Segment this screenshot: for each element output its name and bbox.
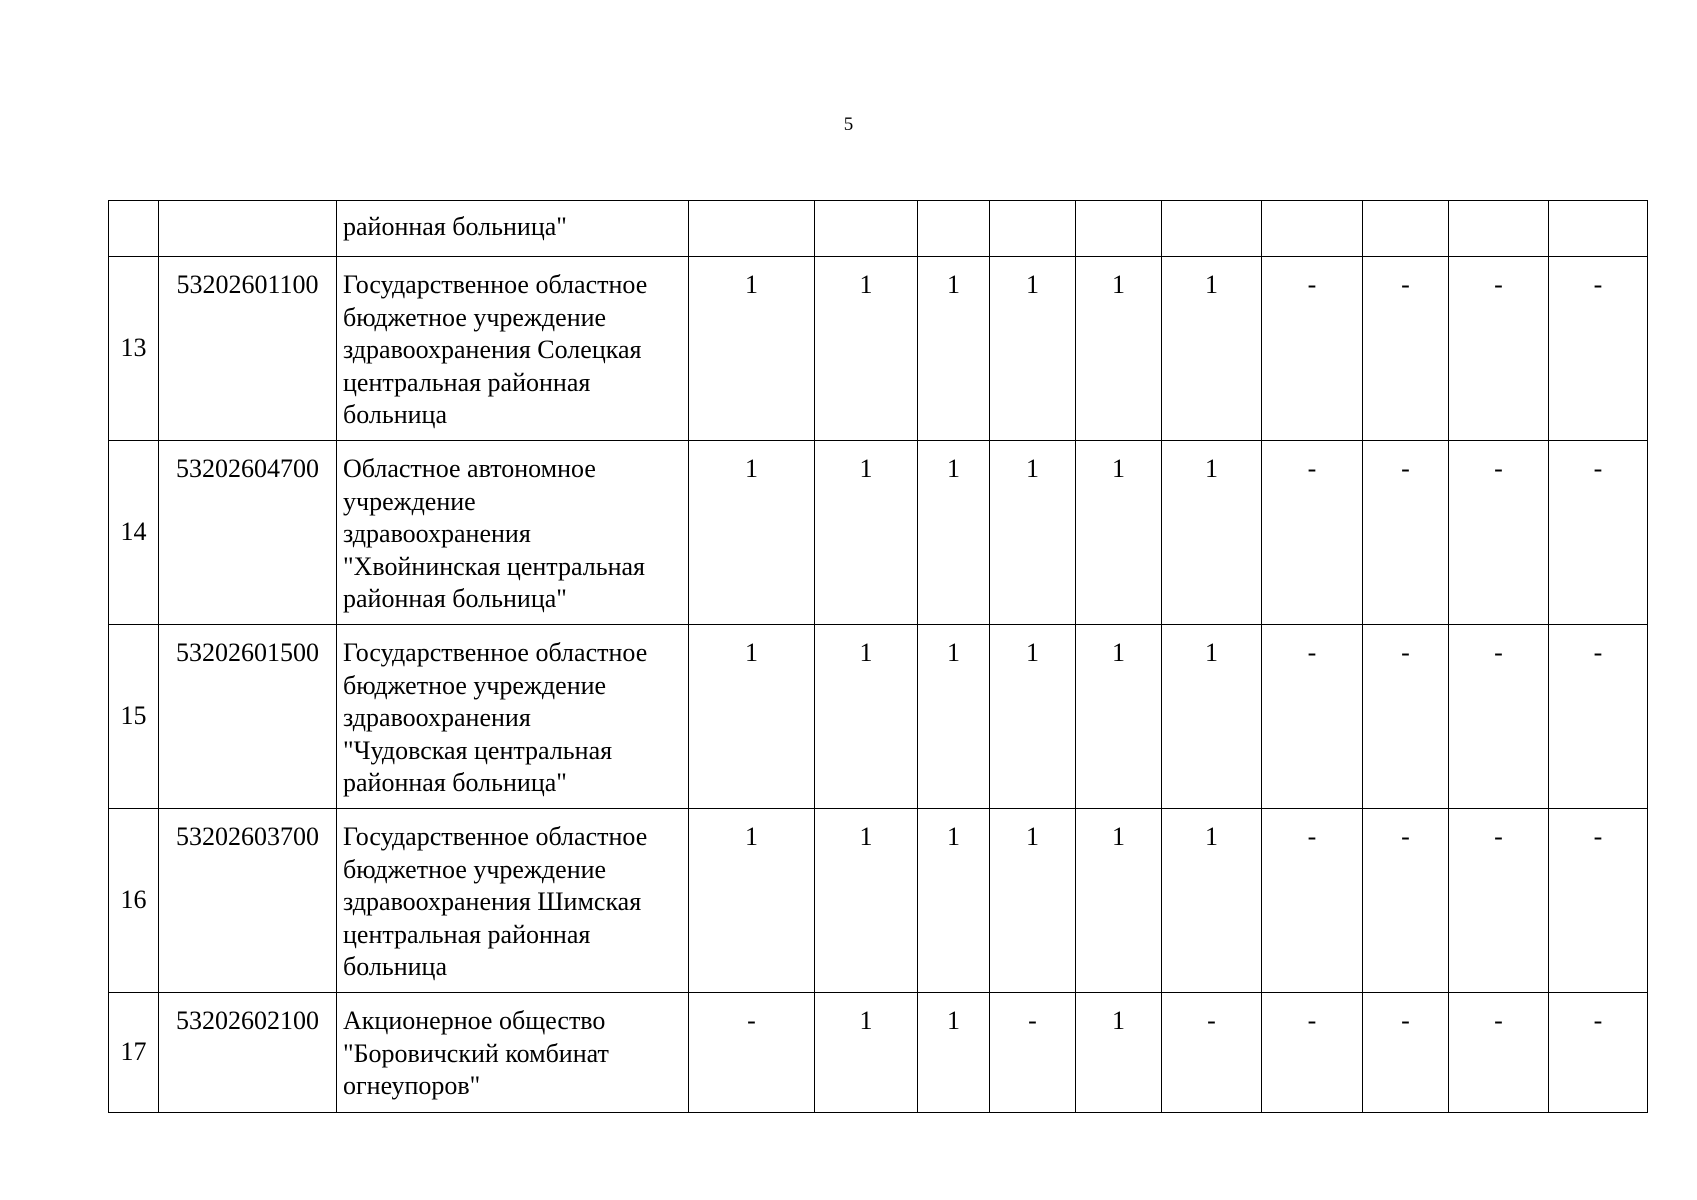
name-line: центральная районная <box>343 367 591 397</box>
value-cell: - <box>1363 993 1449 1113</box>
name-cell <box>337 441 689 625</box>
name-line: здравоохранения <box>343 519 531 548</box>
institutions-table <box>108 200 1648 1113</box>
value-cell: - <box>1262 809 1363 993</box>
name-cell <box>337 809 689 993</box>
row-number-cell: 15 <box>109 625 159 809</box>
value-cell: 1 <box>815 441 918 625</box>
value-cell <box>918 201 990 257</box>
value-cell: - <box>1363 809 1449 993</box>
table-row <box>109 625 1648 809</box>
table-row <box>109 993 1648 1113</box>
value-cell <box>1449 201 1549 257</box>
value-cell: 1 <box>815 809 918 993</box>
table-row <box>109 809 1648 993</box>
value-cell: - <box>1262 257 1363 441</box>
value-cell: 1 <box>1076 441 1162 625</box>
code-cell: 53202603700 <box>159 809 337 993</box>
value-cell: 1 <box>990 809 1076 993</box>
value-cell: 1 <box>990 441 1076 625</box>
value-cell <box>1162 201 1262 257</box>
code-cell: 53202602100 <box>159 993 337 1113</box>
value-cell: - <box>1549 993 1648 1113</box>
value-cell <box>1363 201 1449 257</box>
value-cell: 1 <box>815 257 918 441</box>
value-cell: - <box>1449 993 1549 1113</box>
code-cell <box>159 201 337 257</box>
code-cell: 53202604700 <box>159 441 337 625</box>
name-line: огнеупоров" <box>343 1071 481 1100</box>
value-cell: 1 <box>689 625 815 809</box>
row-number-cell: 17 <box>109 993 159 1113</box>
value-cell: - <box>1262 625 1363 809</box>
value-cell: 1 <box>990 257 1076 441</box>
value-cell: - <box>1549 441 1648 625</box>
name-line: Государственное областное <box>343 822 648 851</box>
value-cell: 1 <box>689 257 815 441</box>
value-cell <box>689 201 815 257</box>
value-cell: - <box>1363 257 1449 441</box>
name-cell <box>337 625 689 809</box>
row-number-cell: 14 <box>109 441 159 625</box>
name-cell <box>337 257 689 441</box>
value-cell: - <box>990 993 1076 1113</box>
name-line: Государственное областное <box>343 270 648 299</box>
name-line: здравоохранения <box>343 703 531 732</box>
value-cell: - <box>1363 625 1449 809</box>
name-line: Акционерное общество <box>343 1006 606 1035</box>
value-cell: 1 <box>918 625 990 809</box>
row-number-cell: 13 <box>109 257 159 441</box>
value-cell: 1 <box>918 441 990 625</box>
value-cell: - <box>1262 993 1363 1113</box>
name-cell: районная больница" <box>337 201 689 257</box>
value-cell: 1 <box>918 809 990 993</box>
value-cell <box>1076 201 1162 257</box>
value-cell: - <box>1549 809 1648 993</box>
value-cell: 1 <box>689 441 815 625</box>
value-cell: - <box>1449 625 1549 809</box>
value-cell: - <box>689 993 815 1113</box>
name-line: больница <box>343 400 447 429</box>
name-line: здравоохранения Солецкая <box>343 335 642 364</box>
value-cell <box>1549 201 1648 257</box>
value-cell: 1 <box>918 257 990 441</box>
name-line: "Боровичский комбинат <box>343 1038 609 1068</box>
name-line: учреждение <box>343 486 476 516</box>
row-number-cell <box>109 201 159 257</box>
value-cell: 1 <box>1162 441 1262 625</box>
value-cell: - <box>1449 257 1549 441</box>
table-row <box>109 257 1648 441</box>
value-cell: 1 <box>1076 257 1162 441</box>
name-line: здравоохранения Шимская <box>343 887 642 916</box>
name-line: бюджетное учреждение <box>343 670 607 700</box>
value-cell <box>990 201 1076 257</box>
row-number-cell: 16 <box>109 809 159 993</box>
name-line: "Хвойнинская центральная <box>343 551 645 581</box>
name-line: районная больница" <box>343 768 567 797</box>
value-cell: 1 <box>1162 625 1262 809</box>
code-cell: 53202601100 <box>159 257 337 441</box>
name-cell <box>337 993 689 1113</box>
value-cell: 1 <box>689 809 815 993</box>
value-cell: 1 <box>1162 257 1262 441</box>
value-cell: - <box>1549 625 1648 809</box>
value-cell: 1 <box>990 625 1076 809</box>
value-cell: - <box>1162 993 1262 1113</box>
value-cell: 1 <box>815 625 918 809</box>
table-row <box>109 441 1648 625</box>
value-cell: - <box>1449 809 1549 993</box>
value-cell: - <box>1262 441 1363 625</box>
name-line: "Чудовская центральная <box>343 735 613 765</box>
name-line: бюджетное учреждение <box>343 302 607 332</box>
name-line: Областное автономное <box>343 454 596 483</box>
value-cell: 1 <box>1162 809 1262 993</box>
value-cell: 1 <box>815 993 918 1113</box>
value-cell: 1 <box>1076 809 1162 993</box>
value-cell: - <box>1449 441 1549 625</box>
page-number: 5 <box>843 114 854 135</box>
table-row-continuation <box>109 201 1648 257</box>
code-cell: 53202601500 <box>159 625 337 809</box>
name-line: Государственное областное <box>343 638 648 667</box>
name-line: бюджетное учреждение <box>343 854 607 884</box>
name-line: районная больница" <box>343 584 567 613</box>
value-cell: 1 <box>918 993 990 1113</box>
value-cell: - <box>1549 257 1648 441</box>
value-cell <box>815 201 918 257</box>
name-line: центральная районная <box>343 919 591 949</box>
value-cell: - <box>1363 441 1449 625</box>
value-cell: 1 <box>1076 625 1162 809</box>
value-cell: 1 <box>1076 993 1162 1113</box>
value-cell <box>1262 201 1363 257</box>
table-body <box>109 201 1648 1113</box>
name-line: больница <box>343 952 447 981</box>
